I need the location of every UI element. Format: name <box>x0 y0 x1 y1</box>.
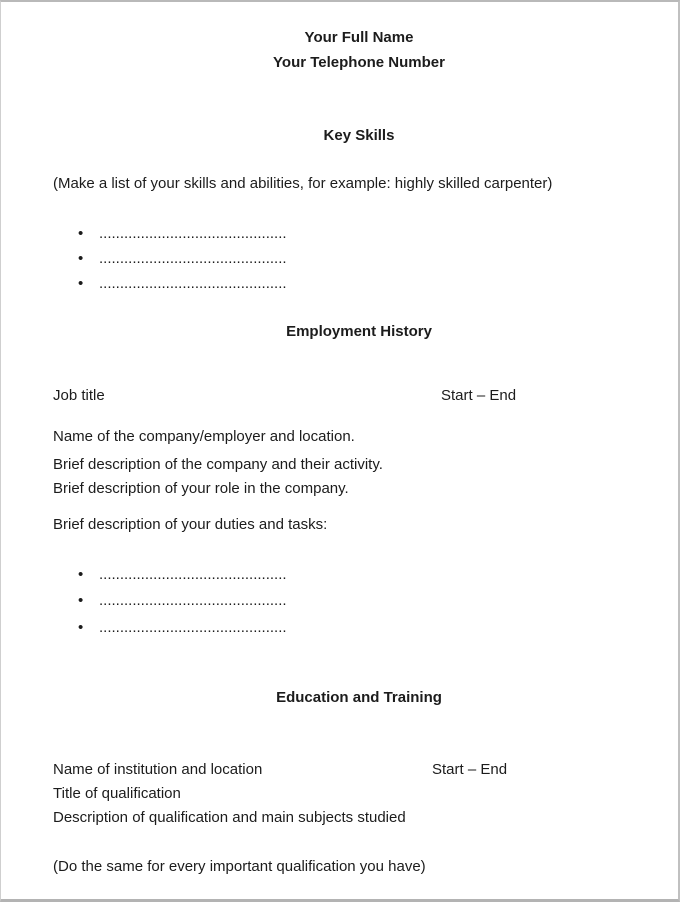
telephone-heading: Your Telephone Number <box>273 54 445 71</box>
duties-bullet-item <box>53 591 665 610</box>
duties-label-line: Brief description of your duties and tasks: <box>53 516 328 533</box>
education-dates-label: Start – End <box>432 761 508 778</box>
job-title-row <box>53 386 665 405</box>
bullet-icon: • <box>78 250 84 267</box>
bullet-icon: • <box>78 566 84 583</box>
full-name-heading: Your Full Name <box>304 29 414 46</box>
qualification-description-line: Description of qualification and main subjects studied <box>53 809 406 826</box>
skills-bullet-item <box>53 274 665 293</box>
skills-bullet-placeholder: ............................................. <box>99 250 287 267</box>
role-description-line: Brief description of your role in the company. <box>53 480 349 497</box>
repeat-qualification-note: (Do the same for every important qualification you have) <box>53 858 426 875</box>
employment-history-heading: Employment History <box>286 323 432 340</box>
company-name-line: Name of the company/employer and location. <box>53 428 355 445</box>
bullet-icon: • <box>78 592 84 609</box>
bullet-icon: • <box>78 619 84 636</box>
bullet-icon: • <box>78 225 84 242</box>
institution-label: Name of institution and location <box>53 761 263 778</box>
qualification-title-line: Title of qualification <box>53 785 181 802</box>
duties-bullet-placeholder: ............................................. <box>99 619 287 636</box>
key-skills-hint: (Make a list of your skills and abilities, for example: highly skilled carpenter) <box>53 175 553 192</box>
duties-bullet-placeholder: ............................................. <box>99 592 287 609</box>
skills-bullet-placeholder: ............................................. <box>99 225 287 242</box>
bullet-icon: • <box>78 275 84 292</box>
institution-row <box>53 760 665 779</box>
duties-bullet-placeholder: ............................................. <box>99 566 287 583</box>
education-training-heading: Education and Training <box>276 689 442 706</box>
company-description-line: Brief description of the company and their activity. <box>53 456 383 473</box>
job-title-label: Job title <box>53 387 105 404</box>
duties-bullet-item <box>53 565 665 584</box>
duties-bullet-item <box>53 618 665 637</box>
skills-bullet-placeholder: ............................................. <box>99 275 287 292</box>
skills-bullet-item <box>53 224 665 243</box>
key-skills-heading: Key Skills <box>323 127 395 144</box>
employment-dates-label: Start – End <box>441 387 517 404</box>
skills-bullet-item <box>53 249 665 268</box>
